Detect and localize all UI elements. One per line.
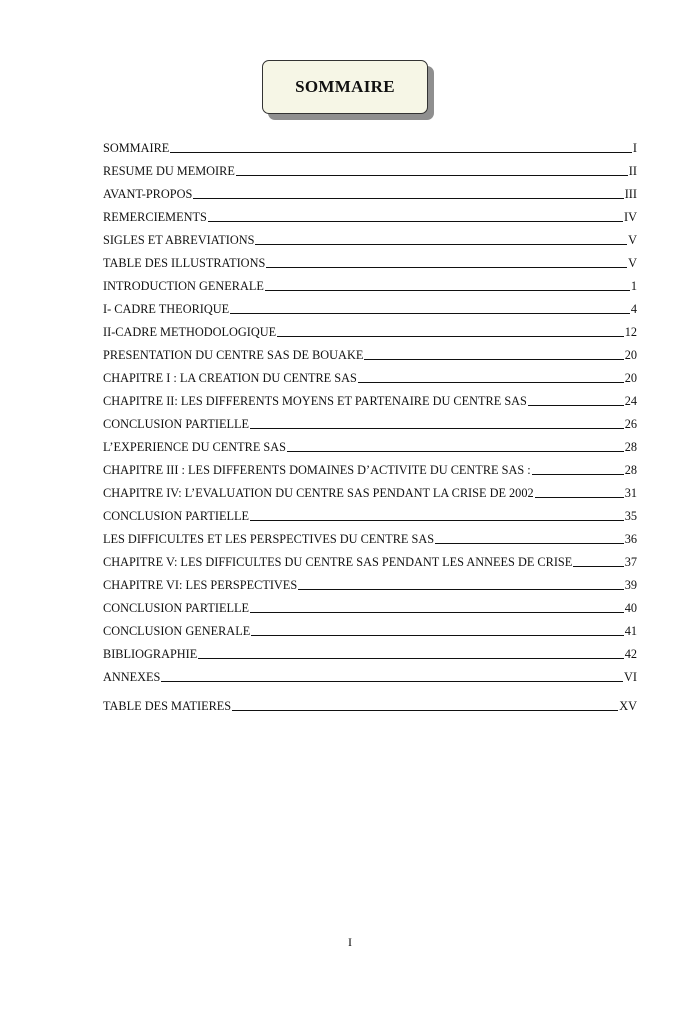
toc-leader <box>265 290 630 291</box>
toc-entry[interactable] <box>103 574 637 592</box>
toc-entry-label: PRESENTATION DU CENTRE SAS DE BOUAKE <box>103 348 364 362</box>
toc-entry-page: 37 <box>624 555 637 569</box>
page-number: I <box>348 935 352 949</box>
toc-entry-label: I- CADRE THEORIQUE <box>103 302 230 316</box>
toc-entry-page: I <box>632 141 637 155</box>
toc-entry-label: CONCLUSION GENERALE <box>103 624 251 638</box>
toc-entry-page: 1 <box>630 279 637 293</box>
toc-entry-page: 36 <box>624 532 637 546</box>
toc-entry-page: 41 <box>624 624 637 638</box>
toc-entry-label: L’EXPERIENCE DU CENTRE SAS <box>103 440 286 454</box>
toc-entry-page: 31 <box>624 486 637 500</box>
toc-leader <box>287 451 624 452</box>
toc-entry[interactable] <box>103 137 637 155</box>
toc-leader <box>232 710 618 711</box>
toc-entry-label: CHAPITRE III : LES DIFFERENTS DOMAINES D’ACTIVITE DU CENTRE SAS : <box>103 463 531 477</box>
title-box <box>262 60 428 114</box>
toc-leader <box>277 336 624 337</box>
toc-entry-label: LES DIFFICULTES ET LES PERSPECTIVES DU CENTRE SAS <box>103 532 435 546</box>
toc-entry-page: 26 <box>624 417 637 431</box>
page-title: SOMMAIRE <box>295 77 395 96</box>
toc-entry-label: SIGLES ET ABREVIATIONS <box>103 233 255 247</box>
toc-entry[interactable] <box>103 275 637 293</box>
toc-entry-page: 39 <box>624 578 637 592</box>
toc-entry-page: IV <box>624 210 637 224</box>
toc-entry-page: 42 <box>624 647 637 661</box>
toc-leader <box>573 566 623 567</box>
toc-entry-label: II-CADRE METHODOLOGIQUE <box>103 325 277 339</box>
toc-entry[interactable] <box>103 482 637 500</box>
toc-entry[interactable] <box>103 344 637 362</box>
toc-leader <box>250 612 624 613</box>
toc-entry[interactable] <box>103 252 637 270</box>
toc-entry-page: 28 <box>624 440 637 454</box>
toc-entry[interactable] <box>103 459 637 477</box>
toc-entry[interactable] <box>103 666 637 684</box>
toc-entry-page: III <box>624 187 637 201</box>
toc-entry-page: 12 <box>624 325 637 339</box>
toc-entry[interactable] <box>103 390 637 408</box>
toc-entry-page: 40 <box>624 601 637 615</box>
toc-entry[interactable] <box>103 551 637 569</box>
toc-entry-label: CONCLUSION PARTIELLE <box>103 601 250 615</box>
toc-entry[interactable] <box>103 229 637 247</box>
toc-entry[interactable] <box>103 597 637 615</box>
toc-entry-label: REMERCIEMENTS <box>103 210 207 224</box>
toc-entry[interactable] <box>103 695 637 713</box>
toc-entry-page: V <box>628 233 637 247</box>
toc-entry-page: VI <box>624 670 637 684</box>
toc-leader <box>230 313 630 314</box>
toc-entry[interactable] <box>103 160 637 178</box>
toc-entry[interactable] <box>103 528 637 546</box>
toc-leader <box>208 221 623 222</box>
toc-entry-label: ANNEXES <box>103 670 161 684</box>
toc-entry-label: BIBLIOGRAPHIE <box>103 647 198 661</box>
toc-entry[interactable] <box>103 643 637 661</box>
toc-leader <box>535 497 624 498</box>
toc-leader <box>435 543 624 544</box>
toc-entry[interactable] <box>103 321 637 339</box>
toc-leader <box>161 681 623 682</box>
toc-leader <box>250 520 624 521</box>
toc-leader <box>364 359 623 360</box>
toc-leader <box>255 244 627 245</box>
toc-leader <box>251 635 623 636</box>
toc-leader <box>358 382 624 383</box>
toc-entry-page: 4 <box>630 302 637 316</box>
toc-entry-label: CONCLUSION PARTIELLE <box>103 417 250 431</box>
toc-entry-label: TABLE DES ILLUSTRATIONS <box>103 256 266 270</box>
toc-entry-label: CHAPITRE I : LA CREATION DU CENTRE SAS <box>103 371 357 385</box>
toc-entry-page: 20 <box>624 348 637 362</box>
toc-entry-label: CHAPITRE II: LES DIFFERENTS MOYENS ET PARTENAIRE DU CENTRE SAS <box>103 394 527 408</box>
toc-leader <box>198 658 623 659</box>
toc-leader <box>193 198 623 199</box>
toc-entry[interactable] <box>103 206 637 224</box>
toc-leader <box>236 175 628 176</box>
toc-leader <box>170 152 632 153</box>
toc-entry[interactable] <box>103 367 637 385</box>
toc-entry-label: CHAPITRE V: LES DIFFICULTES DU CENTRE SAS PENDANT LES ANNEES DE CRISE <box>103 555 573 569</box>
toc-entry[interactable] <box>103 505 637 523</box>
toc-entry[interactable] <box>103 620 637 638</box>
toc-entry-label: SOMMAIRE <box>103 141 170 155</box>
toc-entry-label: CHAPITRE IV: L’EVALUATION DU CENTRE SAS PENDANT LA CRISE DE 2002 <box>103 486 534 500</box>
toc-entry[interactable] <box>103 298 637 316</box>
toc-entry-label: AVANT-PROPOS <box>103 187 193 201</box>
toc-entry-label: INTRODUCTION GENERALE <box>103 279 264 293</box>
toc-entry[interactable] <box>103 413 637 431</box>
toc-leader <box>532 474 624 475</box>
toc-leader <box>250 428 624 429</box>
toc-entry-label: CONCLUSION PARTIELLE <box>103 509 250 523</box>
toc-entry-page: 24 <box>624 394 637 408</box>
toc-entry-label: RESUME DU MEMOIRE <box>103 164 235 178</box>
toc-leader <box>266 267 627 268</box>
toc-entry-page: V <box>628 256 637 270</box>
toc-entry-label: TABLE DES MATIERES <box>103 699 232 713</box>
toc-entry-page: 28 <box>624 463 637 477</box>
toc-leader <box>528 405 624 406</box>
toc-entry-page: 35 <box>624 509 637 523</box>
toc-entry[interactable] <box>103 436 637 454</box>
toc-entry[interactable] <box>103 183 637 201</box>
toc-entry-page: XV <box>619 699 637 713</box>
toc-entry-page: 20 <box>624 371 637 385</box>
toc-leader <box>298 589 624 590</box>
toc-entry-page: II <box>628 164 637 178</box>
toc-entry-label: CHAPITRE VI: LES PERSPECTIVES <box>103 578 298 592</box>
